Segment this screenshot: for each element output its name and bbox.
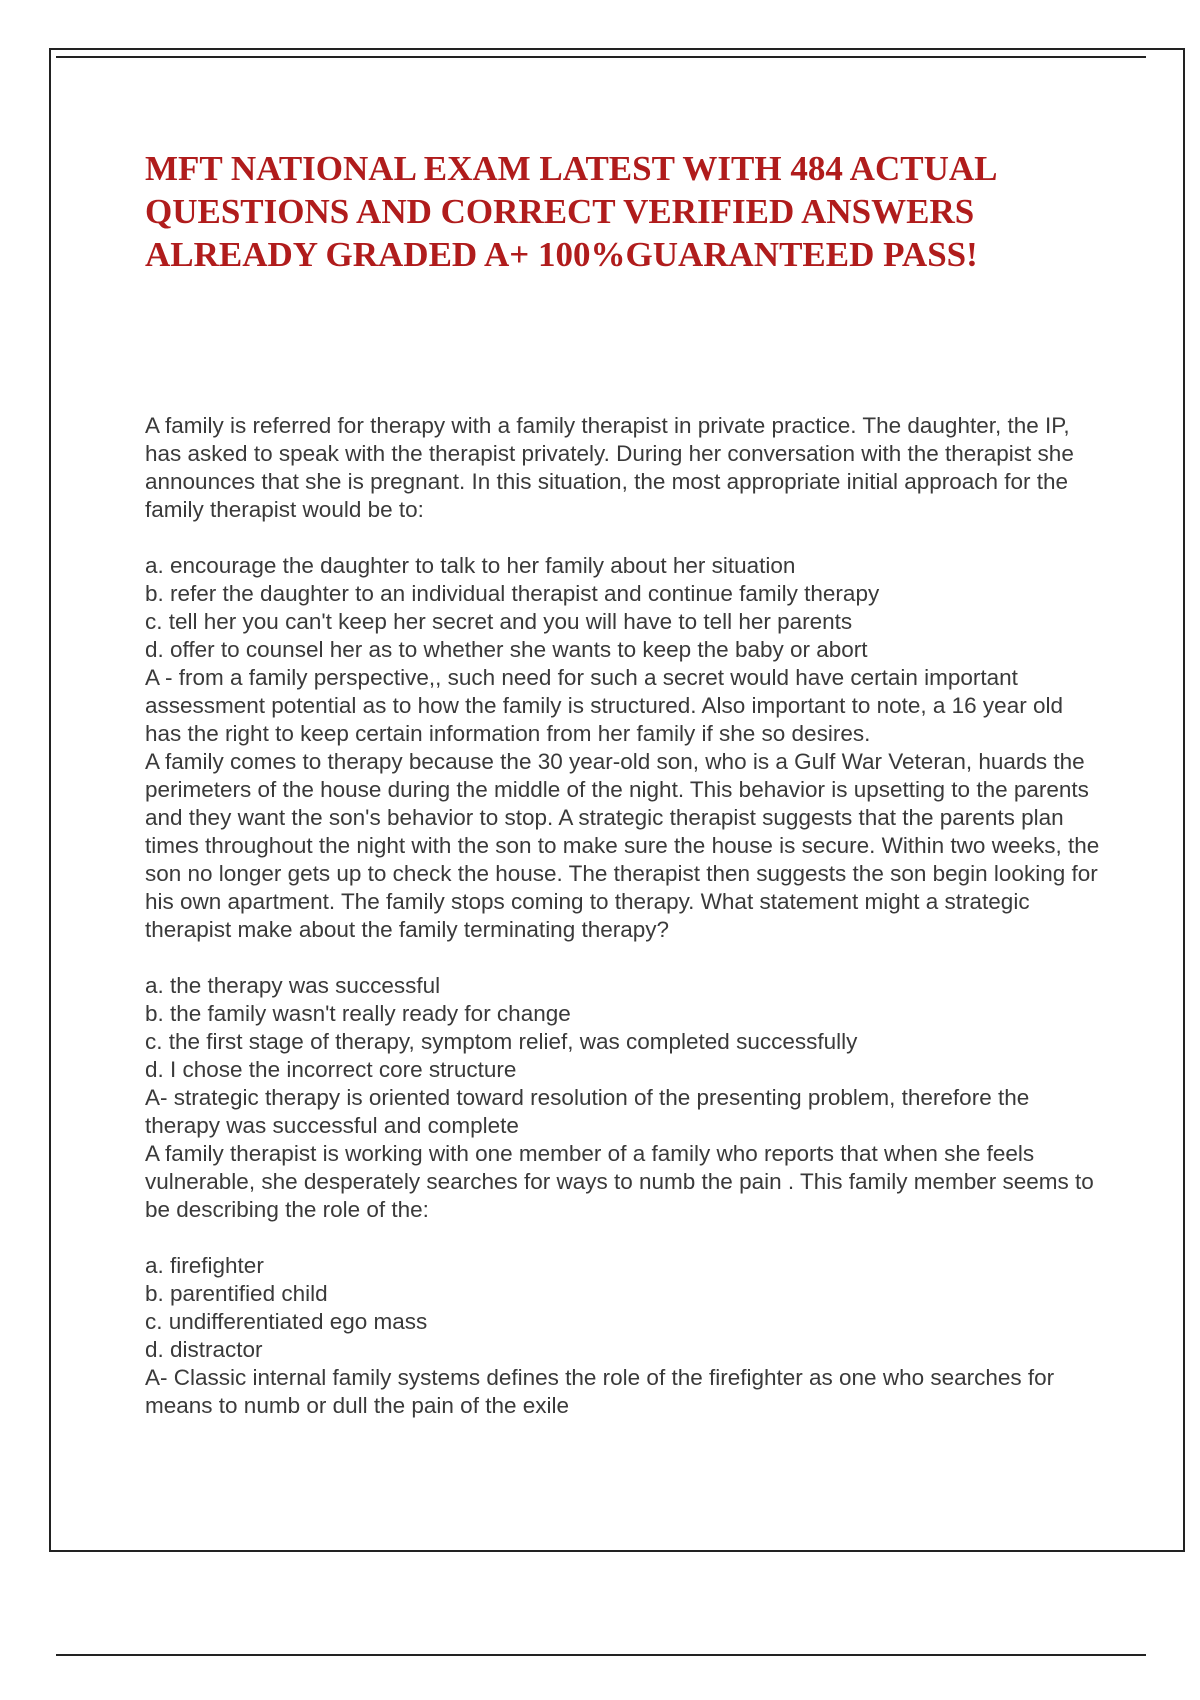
answer-explanation: A - from a family perspective,, such need for such a secret would have certain important assessment potential as to how the family is structured. Also important to note, a 16 year old has the right to keep certain information from her family if she so desires. bbox=[145, 665, 1063, 746]
answer-option: b. parentified child bbox=[145, 1281, 328, 1306]
document-title: MFT NATIONAL EXAM LATEST WITH 484 ACTUAL QUESTIONS AND CORRECT VERIFIED ANSWERS ALREADY GRADED A+ 100%GUARANTEED PASS! bbox=[145, 149, 996, 274]
answer-option: d. offer to counsel her as to whether she wants to keep the baby or abort bbox=[145, 637, 868, 662]
question-prompt: A family comes to therapy because the 30 year-old son, who is a Gulf War Veteran, huards the perimeters of the house during the middle of the night. This behavior is upsetting to the parents and they want the son's behavior to stop. A strategic therapist suggests that the parents plan times throughout the night with the son to make sure the house is secure. Within two weeks, the son no longer gets up to check the house. The therapist then suggests the son begin looking for his own apartment. The family stops coming to therapy. What statement might a strategic therapist make about the family terminating therapy? bbox=[145, 749, 1100, 942]
spacer bbox=[145, 524, 1105, 552]
answer-option: c. tell her you can't keep her secret and you will have to tell her parents bbox=[145, 609, 853, 634]
question-block-1 bbox=[145, 412, 1105, 748]
spacer bbox=[145, 1224, 1105, 1252]
question-prompt: A family therapist is working with one member of a family who reports that when she feels vulnerable, she desperately searches for ways to numb the pain . This family member seems to be describing the role of the: bbox=[145, 1141, 1094, 1222]
question-block-2 bbox=[145, 748, 1105, 1140]
question-prompt: A family is referred for therapy with a family therapist in private practice. The daughter, the IP, has asked to speak with the therapist privately. During her conversation with the therapist she announces that she is pregnant. In this situation, the most appropriate initial approach for the family therapist would be to: bbox=[145, 413, 1074, 522]
answer-option: a. encourage the daughter to talk to her family about her situation bbox=[145, 553, 796, 578]
answer-option: a. the therapy was successful bbox=[145, 973, 441, 998]
spacer bbox=[145, 944, 1105, 972]
answer-option: d. distractor bbox=[145, 1337, 263, 1362]
answer-option: a. firefighter bbox=[145, 1253, 264, 1278]
answer-option: c. the first stage of therapy, symptom relief, was completed successfully bbox=[145, 1029, 858, 1054]
document-body bbox=[145, 412, 1105, 1420]
answer-option: c. undifferentiated ego mass bbox=[145, 1309, 428, 1334]
question-block-3 bbox=[145, 1140, 1105, 1420]
answer-explanation: A- strategic therapy is oriented toward resolution of the presenting problem, therefore the therapy was successful and complete bbox=[145, 1085, 1030, 1138]
answer-option: b. refer the daughter to an individual therapist and continue family therapy bbox=[145, 581, 880, 606]
answer-explanation: A- Classic internal family systems defines the role of the firefighter as one who searches for means to numb or dull the pain of the exile bbox=[145, 1365, 1055, 1418]
bottom-rule bbox=[56, 1654, 1146, 1656]
answer-option: b. the family wasn't really ready for change bbox=[145, 1001, 571, 1026]
answer-option: d. I chose the incorrect core structure bbox=[145, 1057, 517, 1082]
top-rule bbox=[56, 56, 1146, 58]
